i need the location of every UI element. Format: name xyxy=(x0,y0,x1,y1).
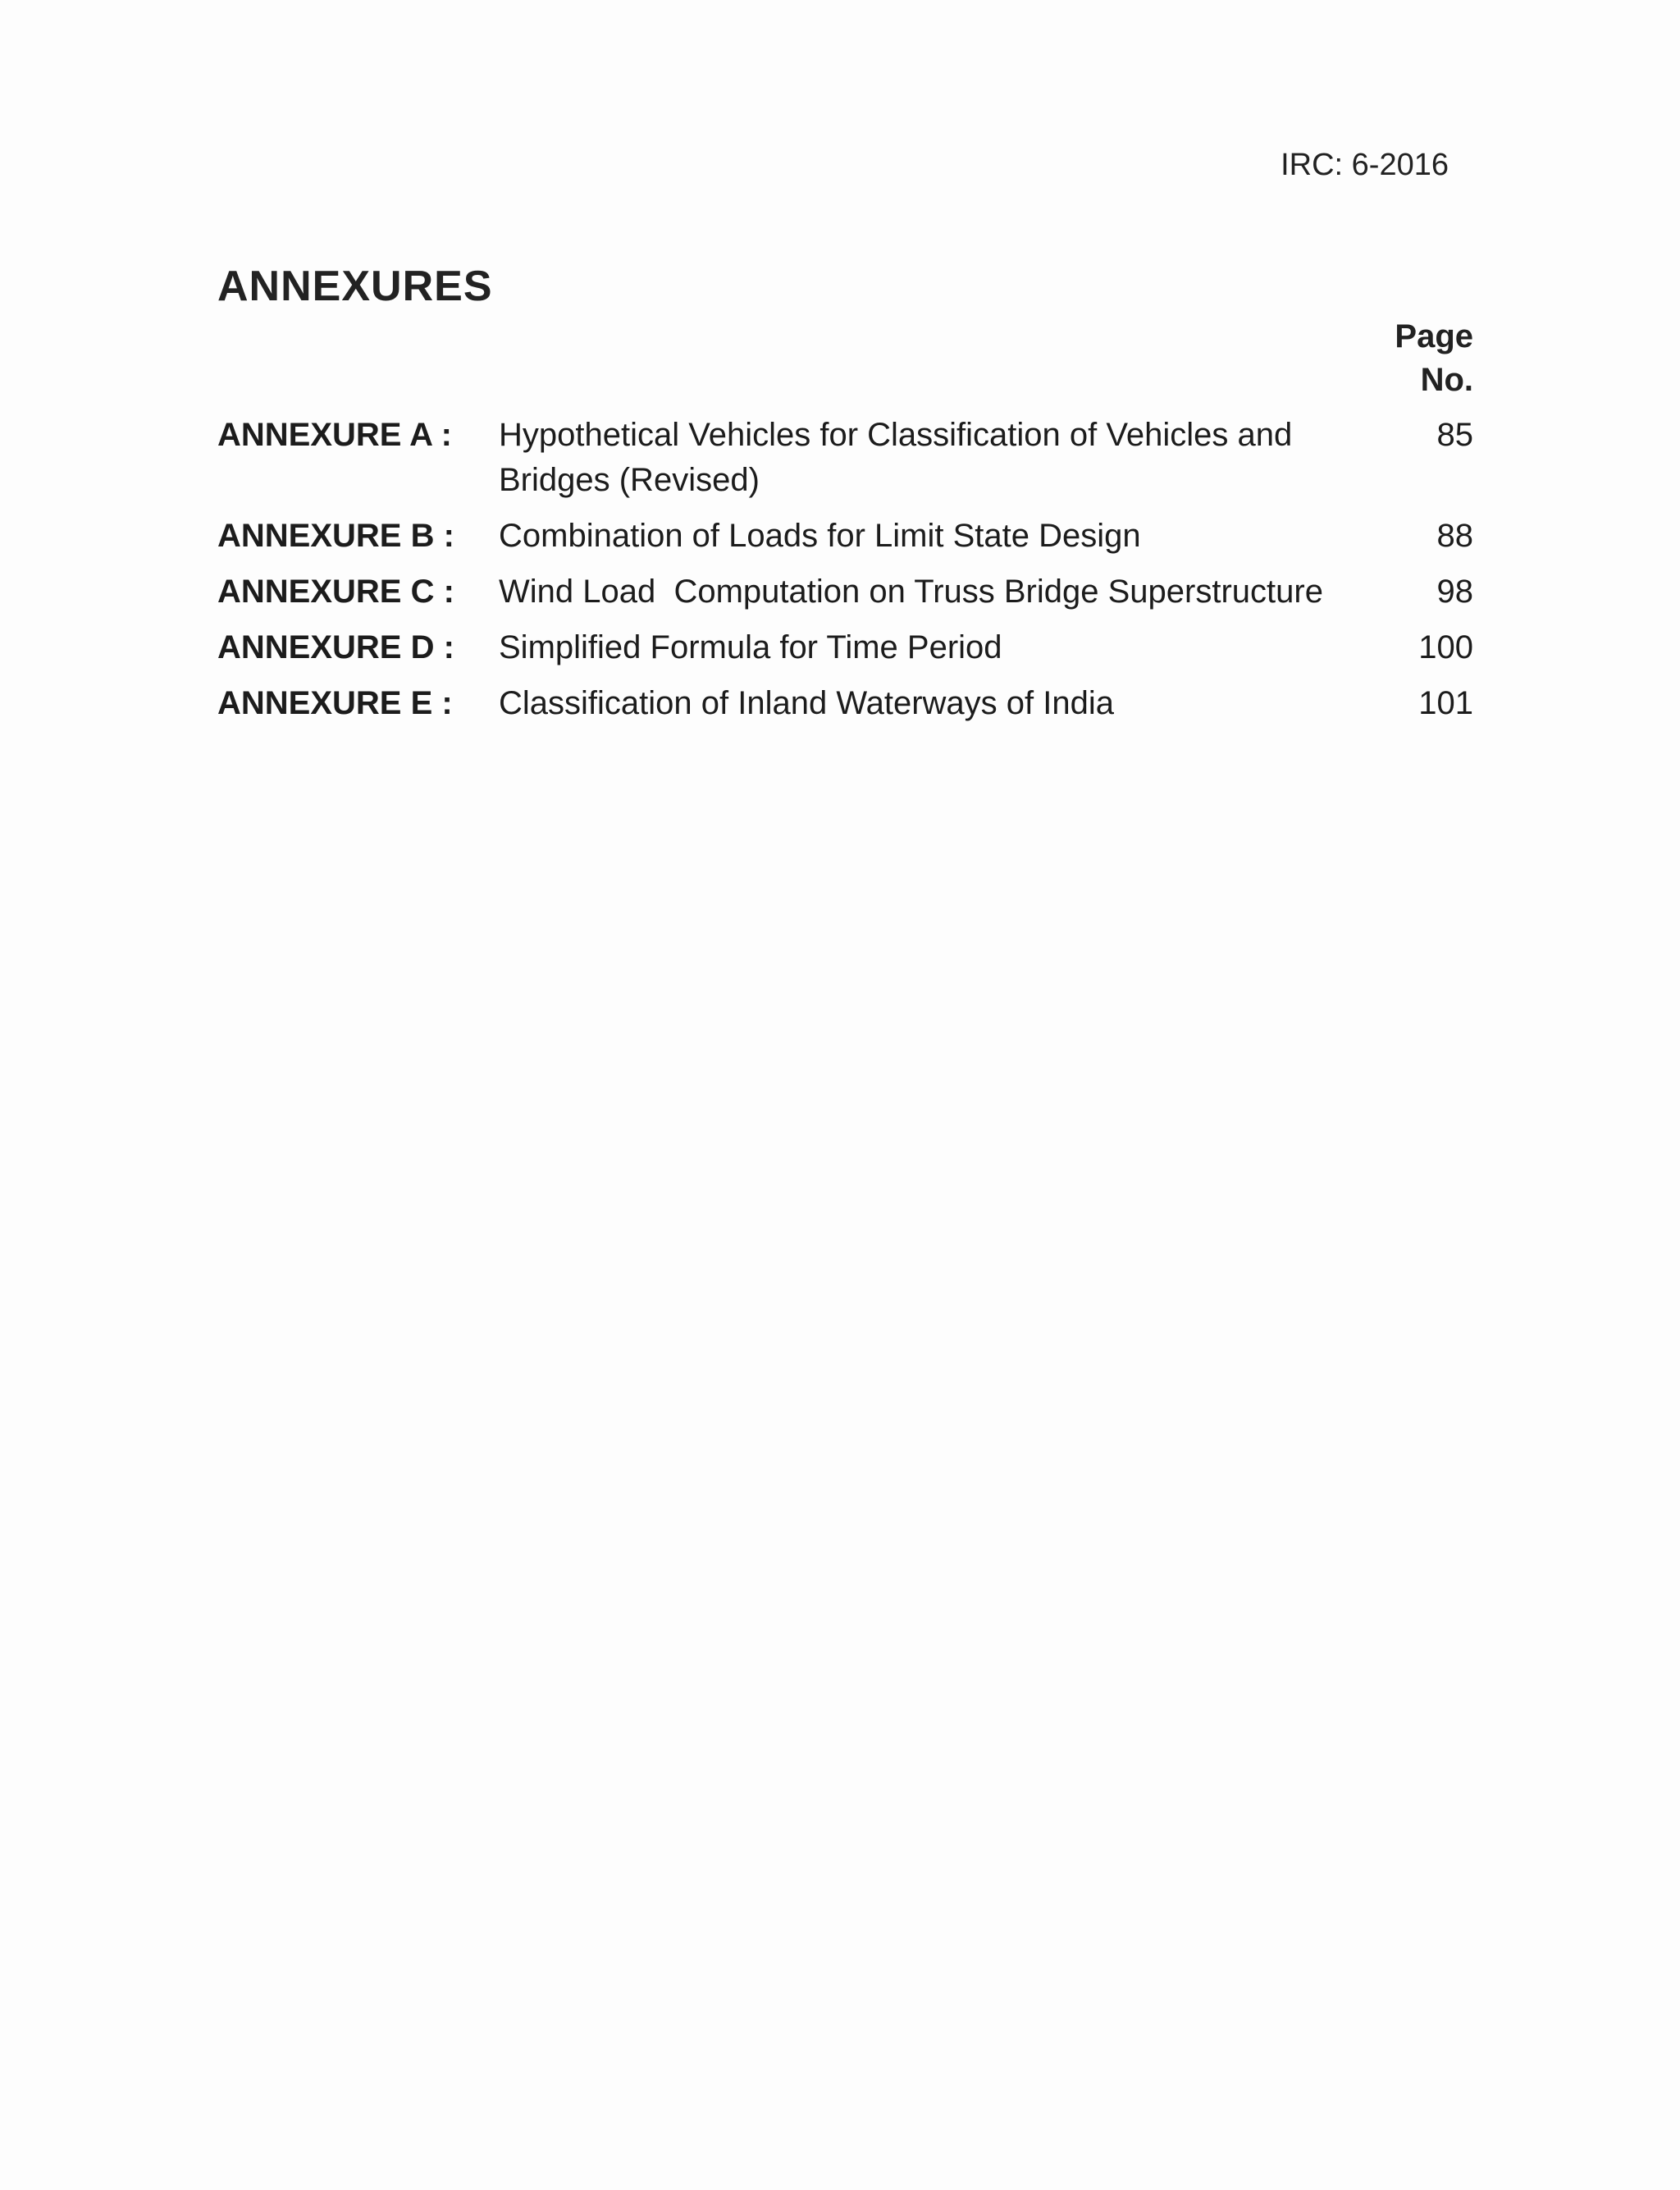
annexure-entry-a[interactable] xyxy=(217,413,1473,503)
page-title: ANNEXURES xyxy=(217,263,493,310)
annexure-label: ANNEXURE E : xyxy=(217,685,453,721)
document-id: IRC: 6-2016 xyxy=(1281,148,1449,182)
annexure-page-number: 101 xyxy=(1418,685,1473,721)
annexure-entry-d[interactable] xyxy=(217,625,1473,670)
annexure-page-number: 85 xyxy=(1436,417,1473,453)
annexure-title: Wind Load Computation on Truss Bridge Superstructure xyxy=(499,574,1323,610)
page-column-header-line-1: Page xyxy=(1395,318,1473,354)
annexure-label: ANNEXURE A : xyxy=(217,417,452,453)
annexure-entry-e[interactable] xyxy=(217,681,1473,726)
annexure-title: Classification of Inland Waterways of India xyxy=(499,685,1114,721)
annexure-page-number: 100 xyxy=(1418,629,1473,665)
page-column-header-line-2: No. xyxy=(1420,362,1473,398)
annexure-list xyxy=(217,413,1473,737)
annexure-entry-b[interactable] xyxy=(217,514,1473,559)
annexure-label: ANNEXURE C : xyxy=(217,574,454,610)
annexure-title: Simplified Formula for Time Period xyxy=(499,629,1002,665)
annexure-label: ANNEXURE B : xyxy=(217,518,454,554)
annexure-page-number: 88 xyxy=(1436,518,1473,554)
annexure-entry-c[interactable] xyxy=(217,569,1473,615)
page-number-column-header xyxy=(1342,315,1473,402)
annexure-page-number: 98 xyxy=(1436,574,1473,610)
annexure-label: ANNEXURE D : xyxy=(217,629,454,665)
annexure-title: Combination of Loads for Limit State Design xyxy=(499,518,1141,554)
annexure-title: Hypothetical Vehicles for Classification of Vehicles and Bridges (Revised) xyxy=(499,417,1293,498)
